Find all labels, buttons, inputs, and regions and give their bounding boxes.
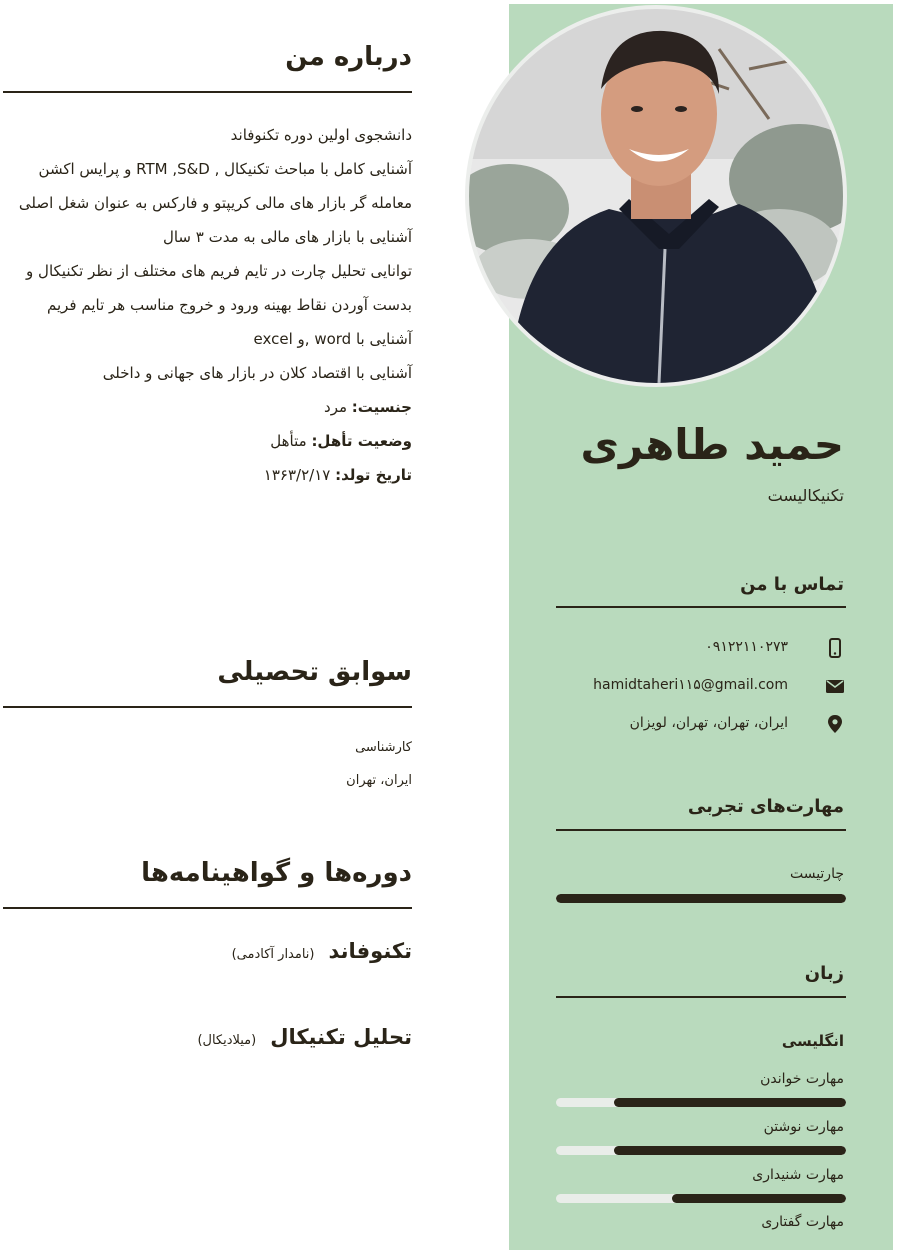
gender-label: جنسیت: — [351, 398, 412, 416]
about-line: توانایی تحلیل چارت در تایم فریم های مختلف از نظر تکنیکال و بدست آوردن نقاط بهینه ورود و خروج مناسب هر تایم فریم — [26, 262, 412, 314]
writing-skill-label: مهارت نوشتن — [763, 1119, 844, 1135]
about-line: معامله گر بازار های مالی کریپتو و فارکس به عنوان شغل اصلی — [18, 194, 412, 212]
address: ایران، تهران، تهران، لویزان — [629, 715, 788, 731]
language-heading: زبان — [804, 963, 844, 984]
profile-photo — [465, 5, 847, 387]
about-line: آشنایی با بازار های مالی به مدت ۳ سال — [162, 228, 412, 246]
skills-divider — [556, 829, 846, 831]
writing-skill-bar-fill — [614, 1146, 846, 1155]
speaking-skill-label: مهارت گفتاری — [761, 1214, 844, 1230]
skill-bar-fill — [556, 894, 846, 903]
listening-skill-label: مهارت شنیداری — [752, 1167, 844, 1183]
profile-name: حمید طاهری — [580, 420, 844, 469]
birthdate-row — [8, 458, 412, 492]
course-item — [232, 939, 412, 963]
reading-skill-label: مهارت خواندن — [760, 1071, 844, 1087]
phone-number[interactable]: ۰۹۱۲۲۱۱۰۲۷۳ — [705, 639, 788, 655]
gender-row — [8, 390, 412, 424]
location-pin-icon — [824, 713, 846, 735]
course-title: تکنوفاند — [328, 939, 412, 963]
courses-heading: دوره‌ها و گواهینامه‌ها — [141, 858, 412, 888]
birthdate-label: تاریخ تولد: — [335, 466, 412, 484]
skills-heading: مهارت‌های تجربی — [687, 796, 844, 817]
phone-icon — [824, 637, 846, 659]
education-heading: سوابق تحصیلی — [217, 657, 412, 687]
marital-label: وضعیت تأهل: — [311, 432, 412, 450]
course-issuer: (نامدار آکادمی) — [231, 947, 315, 962]
listening-skill-bar — [556, 1194, 846, 1203]
contact-divider — [556, 606, 846, 608]
education-degree: کارشناسی — [355, 740, 412, 755]
language-name: انگلیسی — [781, 1032, 844, 1050]
contact-heading: تماس با من — [740, 574, 844, 595]
about-line: آشنایی کامل با مباحث تکنیکال , RTM ,S&D و پرایس اکشن — [38, 160, 412, 178]
skill-label: چارتیست — [789, 866, 844, 882]
email-address[interactable]: hamidtaheri۱۱۵@gmail.com — [593, 677, 788, 693]
marital-row — [8, 424, 412, 458]
contact-address-row — [556, 713, 846, 735]
course-item — [197, 1025, 412, 1049]
about-line: آشنایی با word ,و excel — [253, 330, 412, 348]
about-line: آشنایی با اقتصاد کلان در بازار های جهانی و داخلی — [102, 364, 412, 382]
courses-divider — [3, 907, 412, 909]
job-title: تکنیکالیست — [767, 486, 844, 505]
contact-email-row — [556, 675, 846, 697]
contact-phone-row — [556, 637, 846, 659]
writing-skill-bar — [556, 1146, 846, 1155]
about-line: دانشجوی اولین دوره تکنوفاند — [230, 126, 412, 144]
skill-bar — [556, 894, 846, 903]
course-issuer: (میلادیکال) — [197, 1033, 257, 1048]
birthdate-value: ۱۳۶۳/۲/۱۷ — [263, 466, 331, 484]
reading-skill-bar-fill — [614, 1098, 846, 1107]
gender-value: مرد — [324, 398, 348, 416]
course-title: تحلیل تکنیکال — [270, 1025, 412, 1049]
marital-value: متأهل — [270, 432, 307, 450]
envelope-icon — [824, 675, 846, 697]
about-section — [8, 118, 412, 492]
about-divider — [3, 91, 412, 93]
education-location: ایران، تهران — [346, 773, 412, 788]
about-heading: درباره من — [285, 42, 412, 72]
reading-skill-bar — [556, 1098, 846, 1107]
language-divider — [556, 996, 846, 998]
education-divider — [3, 706, 412, 708]
listening-skill-bar-fill — [672, 1194, 846, 1203]
